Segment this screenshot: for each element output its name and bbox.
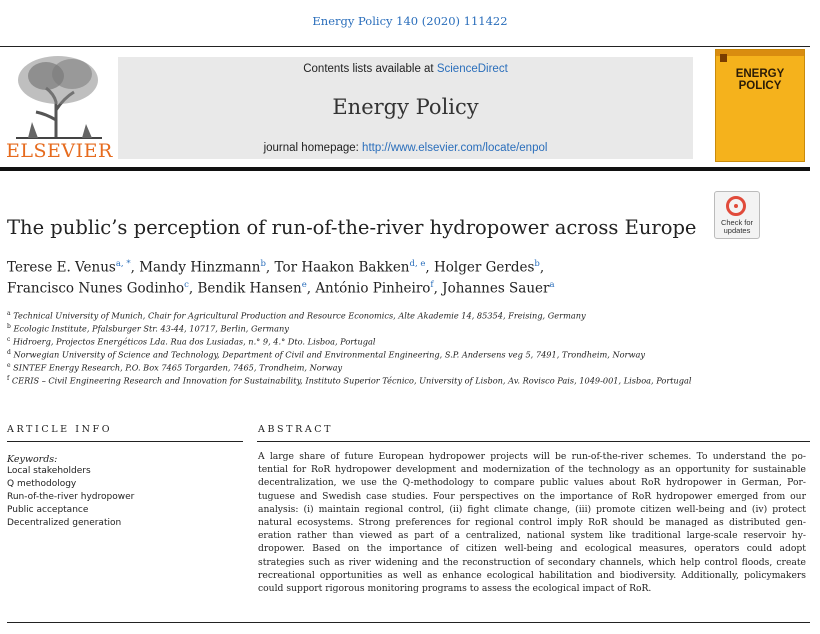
keyword-item: Public acceptance (7, 505, 89, 515)
affiliation-a: $^a$ Technical University of Munich, Chair for Agricultural Production and Resource Economics, Alte Akademie 14, 85354, Freising, Germany (7, 310, 586, 321)
homepage-line (118, 142, 693, 154)
affiliation-e: $^e$ SINTEF Energy Research, P.O. Box 7465 Torgarden, 7465, Trondheim, Norway (7, 362, 343, 373)
contents-prefix: Contents lists available at (303, 63, 437, 75)
abstract-line: A large share of future European hydropower projects will be run-of-the-river schemes. To understand the po- (258, 451, 806, 462)
affiliation-c: $^c$ Hidroerg, Projectos Energéticos Lda. Rua dos Lusiadas, n.° 9, 4.° Dto. Lisboa, Portugal (7, 336, 376, 347)
author-name[interactable]: Mandy Hinzmann (139, 259, 261, 276)
header-rule (0, 46, 810, 47)
author-affil-marker[interactable]: b (534, 259, 540, 269)
abstract-line: tuguese and Swedish case studies. Four perspectives on the importance of RoR hydropower emerged from our (258, 490, 806, 502)
author-affil-marker[interactable]: c (184, 280, 189, 290)
affiliation-f: $^f$ CERIS – Civil Engineering Research and Innovation for Sustainability, Instituto Superior Técnico, University of Lisbon, Av. Rovisco Pais, 1049-001, Lisboa, Portugal (7, 375, 692, 386)
keyword-item: Decentralized generation (7, 518, 122, 528)
abstract-line: strategies such as river widening and the reconstruction of secondary channels, which help control floods, create (258, 556, 806, 568)
abstract-line: recreational opportunities as well as enhance ecological habilitation and biodiversity. Additionally, policymakers (258, 569, 806, 581)
abstract-line: eration rather than viewed as part of a centralized, national system like traditional large-scale reservoir hy- (258, 530, 806, 542)
check-updates-icon (726, 196, 746, 216)
cover-title (716, 68, 804, 92)
affiliation-b: $^b$ Ecologic Institute, Pfalsburger Str. 43-44, 10717, Berlin, Germany (7, 323, 289, 334)
author-name[interactable]: Terese E. Venus (7, 259, 116, 276)
homepage-prefix: journal homepage: (263, 142, 363, 154)
cover-logo-icon (720, 54, 727, 62)
author-affil-marker[interactable]: e (301, 280, 307, 290)
homepage-link[interactable]: http://www.elsevier.com/locate/enpol (362, 142, 548, 154)
author-affil-marker[interactable]: a (549, 280, 555, 290)
abstract-line: decentralization, we use the Q-methodology to compare public values about RoR hydropower in German, Por- (258, 477, 806, 489)
keyword-item: Q methodology (7, 479, 77, 489)
author-name[interactable]: Johannes Sauer (442, 280, 550, 297)
cover-title-line1: ENERGY (735, 68, 785, 80)
badge-line2: updates (723, 226, 751, 235)
author-affil-marker[interactable]: d, e (409, 259, 426, 269)
author-name[interactable]: Francisco Nunes Godinho (7, 280, 185, 297)
badge-text (715, 219, 759, 235)
author-affil-marker[interactable]: b (260, 259, 266, 269)
author-name[interactable]: Tor Haakon Bakken (274, 259, 410, 276)
journal-cover[interactable] (715, 49, 805, 162)
elsevier-logo (6, 50, 112, 162)
cover-title-line2: POLICY (738, 80, 782, 92)
affiliation-d: $^d$ Norwegian University of Science and Technology, Department of Civil and Environmental Engineering, S.P. Andersens veg 5, 7491, Trondheim, Norway (7, 349, 645, 360)
journal-title: Energy Policy (332, 95, 479, 119)
contents-line (118, 63, 693, 75)
author-list-line2: Francisco Nunes Godinho$^c$, Bendik Hansen$^e$, António Pinheiro$^f$, Johannes Sauer$^a$ (7, 280, 555, 297)
author-name[interactable]: António Pinheiro (315, 280, 431, 297)
cover-strip (716, 50, 804, 56)
abstract-body (258, 450, 806, 595)
header-thick-rule (0, 167, 810, 171)
abstract-line: analysis: (i) maintain regional control, (ii) fight climate change, (iii) promote citizen well-being and (iv) protect (258, 503, 806, 515)
check-for-updates-badge[interactable] (714, 191, 760, 239)
footer-rule (7, 622, 810, 623)
abstract-line: natural ecosystems. Strong preferences for regional control imply RoR should be managed as distributed gen- (258, 517, 806, 529)
abstract-heading: ABSTRACT (258, 424, 334, 435)
author-affil-marker[interactable]: f (430, 280, 434, 290)
sciencedirect-link[interactable]: ScienceDirect (436, 63, 508, 75)
badge-line1: Check for (720, 218, 754, 227)
author-name[interactable]: Bendik Hansen (197, 280, 302, 297)
author-list-line1: Terese E. Venus$^{a, *}$, Mandy Hinzmann$^b$, Tor Haakon Bakken$^{d, e}$, Holger Gerdes$^b$, (7, 259, 545, 276)
abstract-line: tential for RoR hydropower development and modernization of the technology as an opportunity for sustainable (258, 464, 806, 476)
keyword-item: Local stakeholders (7, 466, 91, 476)
abstract-line: dropower. Based on the importance of citizen well-being and ecological measures, operators could adopt (258, 543, 806, 555)
author-name[interactable]: Holger Gerdes (434, 259, 535, 276)
abstract-line: could support rigorous monitoring programs to assess the ecological impact of RoR. (258, 583, 652, 595)
keywords-label: Keywords: (7, 454, 58, 465)
publisher-name: ELSEVIER (6, 140, 113, 162)
article-title: The public’s perception of run-of-the-river hydropower across Europe (7, 216, 697, 239)
keyword-item: Run-of-the-river hydropower (7, 492, 135, 502)
journal-reference[interactable]: Energy Policy 140 (2020) 111422 (312, 14, 508, 28)
article-info-rule (7, 441, 243, 442)
journal-banner (118, 57, 693, 159)
abstract-rule (257, 441, 810, 442)
author-affil-marker[interactable]: a, * (115, 259, 131, 269)
article-info-heading: ARTICLE INFO (7, 424, 113, 435)
elsevier-tree-icon (6, 50, 112, 140)
